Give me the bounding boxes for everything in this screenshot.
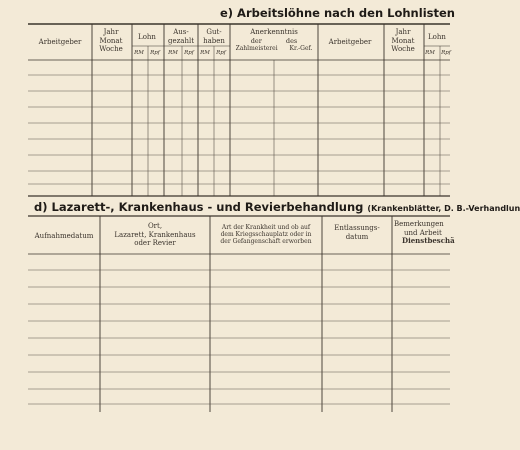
header-anerkenntnis: Anerkenntnis der des Zahlmeisterei Kr.-Gef. [235,28,313,52]
unit-rpf: Rpf [150,50,160,56]
header-bemerkungen: Bemerkungen und Arbeit Dienstbeschä [394,220,455,245]
unit-rm: RM [200,50,210,56]
header-ort: Ort, Lazarett, Krankenhaus oder Revier [114,222,196,247]
header-entlassungsdatum: Entlassungs- datum [334,224,380,241]
section-e-title: e) Arbeitslöhne nach den Lohnlisten [220,6,455,20]
header-jahr-monat-woche: Jahr Monat Woche [99,28,123,53]
header-ausgezahlt: Aus- gezahlt [167,28,195,45]
unit-rpf: Rpf [216,50,226,56]
unit-rm: RM [425,50,435,56]
header-arbeitgeber-2: Arbeitgeber [328,38,372,46]
header-lohn: Lohn [138,33,156,41]
header-art-der-krankheit: Art der Krankheit und ob auf dem Kriegsschauplatz oder in der Gefangenschaft erworben [220,224,312,245]
unit-rm: RM [134,50,144,56]
header-lohn-2: Lohn [428,33,446,41]
header-guthaben: Gut- haben [203,28,225,45]
unit-rpf: Rpf [441,50,451,56]
unit-rm: RM [168,50,178,56]
header-arbeitgeber: Arbeitgeber [38,38,82,46]
unit-rpf: Rpf [184,50,194,56]
header-jahr-monat-woche-2: Jahr Monat Woche [391,28,415,53]
section-d-title: d) Lazarett-, Krankenhaus - und Revierbehandlung (Krankenblätter, D. B.-Verhandlun [34,200,520,214]
section-d-subtitle: (Krankenblätter, D. B.-Verhandlun [367,204,520,213]
header-aufnahmedatum: Aufnahmedatum [34,232,94,240]
